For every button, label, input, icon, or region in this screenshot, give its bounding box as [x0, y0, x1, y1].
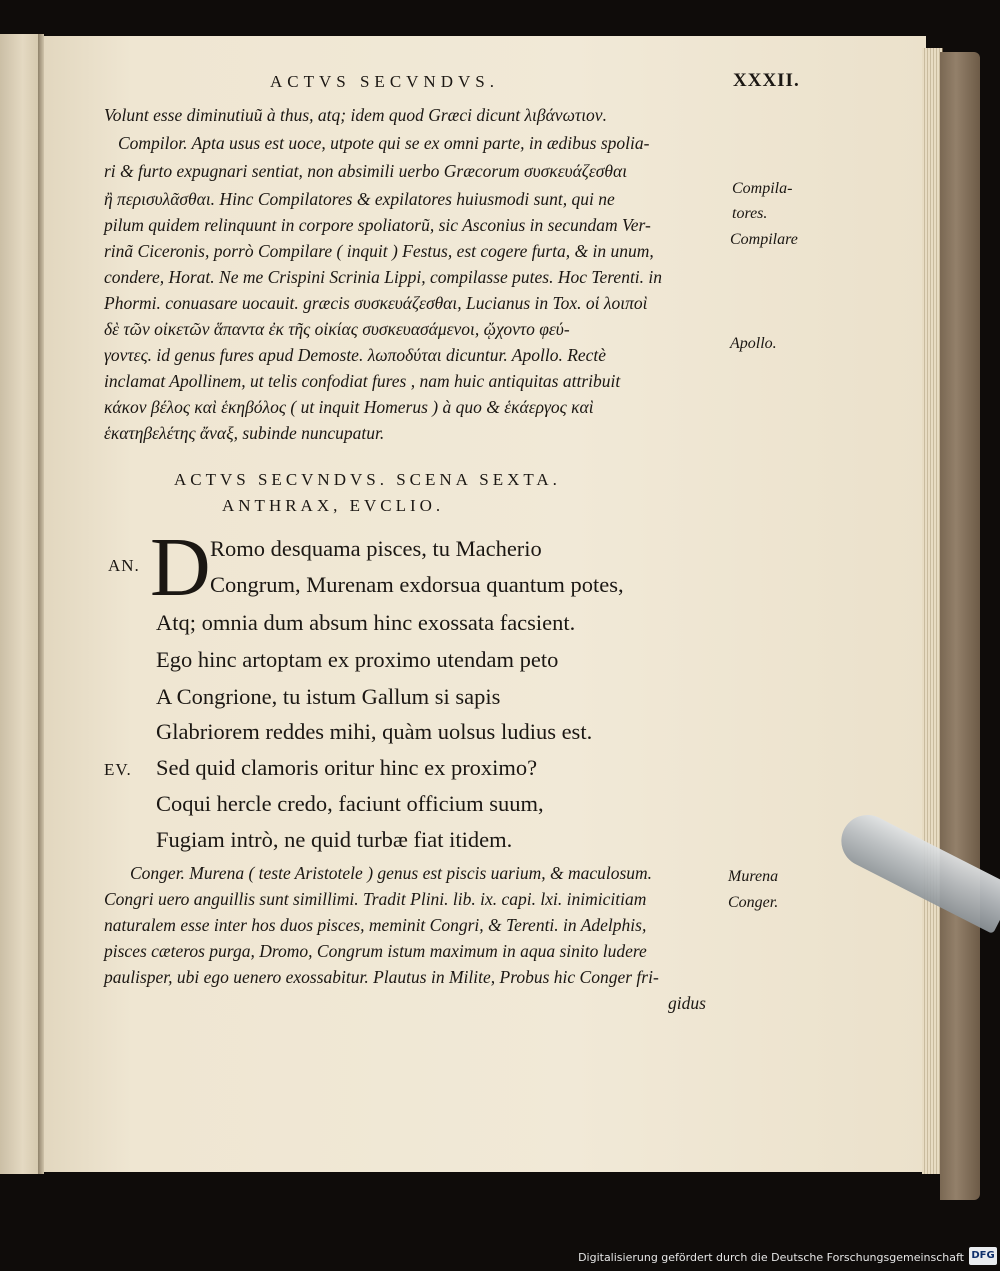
gloss-line: κάκον βέλος καὶ ἑκηβόλος ( ut inquit Homerus ) à quo & ἑκάεργος καὶ — [104, 397, 594, 417]
verse-line: Sed quid clamoris oritur hinc ex proximo? — [156, 755, 538, 780]
running-title: ACTVS SECVNDVS. — [270, 72, 499, 91]
speaker-label: EV. — [104, 760, 132, 779]
folio-number: XXXII. — [733, 70, 800, 91]
gloss-line: Conger. Murena ( teste Aristotele ) genus est piscis uarium, & maculosum. — [130, 863, 653, 883]
catchword: gidus — [668, 993, 706, 1013]
gloss-line: paulisper, ubi ego uenero exossabitur. Plautus in Milite, Probus hic Conger fri- — [104, 967, 659, 987]
gloss-line: Congri uero anguillis sunt simillimi. Tradit Plini. lib. ix. capi. lxi. inimicitiam — [104, 889, 647, 909]
previous-page-edge — [0, 34, 39, 1174]
margin-note-apollo: Apollo. — [730, 335, 777, 352]
margin-note: Compila- — [732, 180, 793, 197]
gloss-line: Volunt esse diminutiuũ à thus, atq; idem quod Græci dicunt λιβάνωτιον. — [104, 105, 607, 125]
gloss-line: inclamat Apollinem, ut telis confodiat fures , nam huic antiquitas attribuit — [104, 371, 621, 391]
verse-line: Romo desquama pisces, tu Macherio — [210, 536, 542, 561]
gloss-line: ἑκατηβελέτης ἄναξ, subinde nuncupatur. — [104, 423, 385, 443]
book-cover — [940, 52, 980, 1200]
verse-line: Fugiam intrò, ne quid turbæ fiat itidem. — [156, 827, 513, 852]
gloss-line: rinã Ciceronis, porrò Compilare ( inquit ) Festus, est cogere furta, & in unum, — [104, 241, 654, 261]
scene-characters: ANTHRAX, EVCLIO. — [222, 496, 445, 515]
verse-line: A Congrione, tu istum Gallum si sapis — [156, 684, 501, 709]
margin-note: Murena — [728, 868, 779, 885]
gloss-line: ri & furto expugnari sentiat, non absimili uerbo Græcorum συσκευάζεσθαι — [104, 161, 628, 181]
verse-line: Congrum, Murenam exdorsua quantum potes, — [210, 572, 624, 597]
gloss-line: naturalem esse inter hos duos pisces, meminit Congri, & Terenti. in Adelphis, — [104, 915, 647, 935]
margin-note: Conger. — [728, 894, 779, 911]
margin-note: Compilare — [730, 231, 798, 248]
gloss-line: ἢ περισυλᾶσθαι. Hinc Compilatores & expilatores huiusmodi sunt, qui ne — [104, 189, 615, 209]
gloss-line: Phormi. conuasare uocauit. græcis συσκευάζεσθαι, Lucianus in Tox. οἱ λοιποὶ — [104, 293, 648, 313]
drop-cap: D — [150, 521, 211, 614]
verse-line: Atq; omnia dum absum hinc exossata facsient. — [156, 610, 576, 635]
gloss-line: pilum quidem relinquunt in corpore spoliatorũ, sic Asconius in secundam Ver- — [104, 215, 651, 235]
gloss-line: γοντες. id genus fures apud Demoste. λωποδύται dicuntur. Apollo. Rectè — [104, 345, 607, 365]
verse-line: Coqui hercle credo, faciunt officium suum, — [156, 791, 544, 816]
dfg-logo: DFG — [969, 1247, 997, 1265]
gloss-line: pisces cæteros purga, Dromo, Congrum istum maximum in aqua sinito ludere — [104, 941, 647, 961]
scene-heading: ACTVS SECVNDVS. SCENA SEXTA. — [174, 470, 561, 489]
gloss-line: Compilor. Apta usus est uoce, utpote qui se ex omni parte, in ædibus spolia- — [118, 133, 650, 153]
speaker-label: AN. — [108, 556, 140, 575]
gloss-line: δὲ τῶν οἰκετῶν ἅπαντα ἐκ τῆς οἰκίας συσκευασάμενοι, ᾤχοντο φεύ- — [104, 319, 570, 339]
funding-credit: Digitalisierung gefördert durch die Deutsche Forschungsgemeinschaft — [578, 1251, 964, 1264]
verse-line: Ego hinc artoptam ex proximo utendam peto — [156, 647, 559, 672]
gloss-line: condere, Horat. Ne me Crispini Scrinia Lippi, compilasse putes. Hoc Terenti. in — [104, 267, 663, 287]
verse-line: Glabriorem reddes mihi, quàm uolsus ludius est. — [156, 719, 593, 744]
margin-note: tores. — [732, 205, 768, 222]
